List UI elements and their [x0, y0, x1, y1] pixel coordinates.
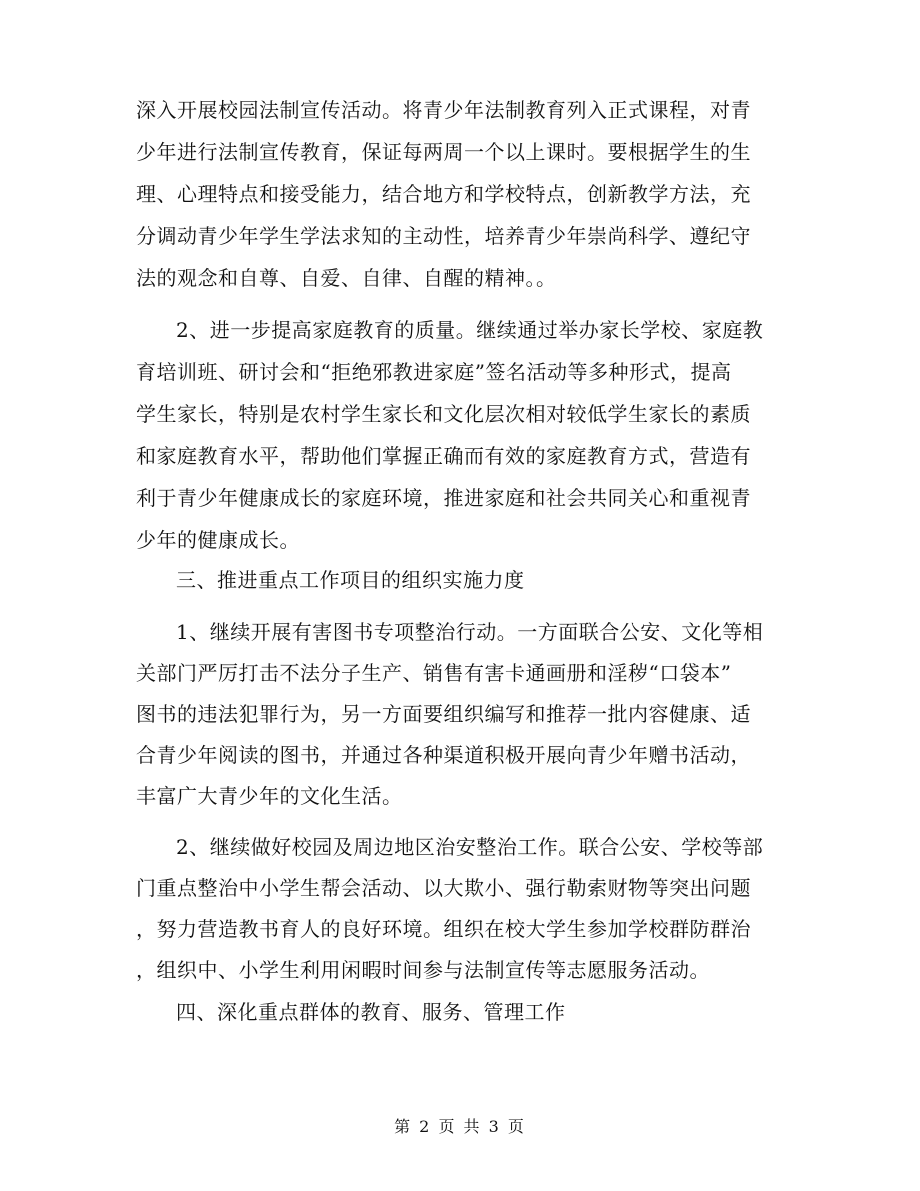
body-line: 合青少年阅读的图书，并通过各种渠道积极开展向青少年赠书活动， [136, 743, 751, 767]
paragraph-start-line: 2、继续做好校园及周边地区治安整治工作。联合公安、学校等部 [176, 835, 764, 859]
body-line: 丰富广大青少年的文化生活。 [136, 784, 403, 808]
body-line: ，努力营造教书育人的良好环境。组织在校大学生参加学校群防群治 [136, 917, 751, 941]
body-line: 少年进行法制宣传教育，保证每两周一个以上课时。要根据学生的生 [136, 140, 751, 164]
paragraph-start-line: 1、继续开展有害图书专项整治行动。一方面联合公安、文化等相 [176, 620, 764, 644]
body-line: 法的观念和自尊、自爱、自律、自醒的精神。。 [136, 266, 557, 290]
page-footer: 第 2 页 共 3 页 [394, 1117, 526, 1136]
paragraph-start-line: 2、进一步提高家庭教育的质量。继续通过举办家长学校、家庭教 [176, 318, 764, 342]
body-line: 图书的违法犯罪行为，另一方面要组织编写和推荐一批内容健康、适 [136, 702, 751, 726]
body-line: 少年的健康成长。 [136, 528, 300, 552]
body-line: 分调动青少年学生学法求知的主动性，培养青少年崇尚科学、遵纪守 [136, 224, 751, 248]
body-line: 深入开展校园法制宣传活动。将青少年法制教育列入正式课程，对青 [136, 98, 751, 122]
body-line: 和家庭教育水平，帮助他们掌握正确而有效的家庭教育方式，营造有 [136, 444, 751, 468]
body-line: 关部门严厉打击不法分子生产、销售有害卡通画册和淫秽“口袋本” [136, 661, 732, 685]
body-line: 理、心理特点和接受能力，结合地方和学校特点，创新教学方法，充 [136, 182, 751, 206]
body-line: ，组织中、小学生利用闲暇时间参与法制宣传等志愿服务活动。 [136, 958, 710, 982]
section-heading: 三、推进重点工作项目的组织实施力度 [176, 568, 525, 592]
body-line: 利于青少年健康成长的家庭环境，推进家庭和社会共同关心和重视青 [136, 486, 751, 510]
body-line: 门重点整治中小学生帮会活动、以大欺小、强行勒索财物等突出问题 [136, 876, 751, 900]
body-line: 学生家长，特别是农村学生家长和文化层次相对较低学生家长的素质 [136, 402, 751, 426]
body-line: 育培训班、研讨会和“拒绝邪教进家庭”签名活动等多种形式，提高 [136, 360, 732, 384]
section-heading: 四、深化重点群体的教育、服务、管理工作 [176, 1000, 566, 1024]
